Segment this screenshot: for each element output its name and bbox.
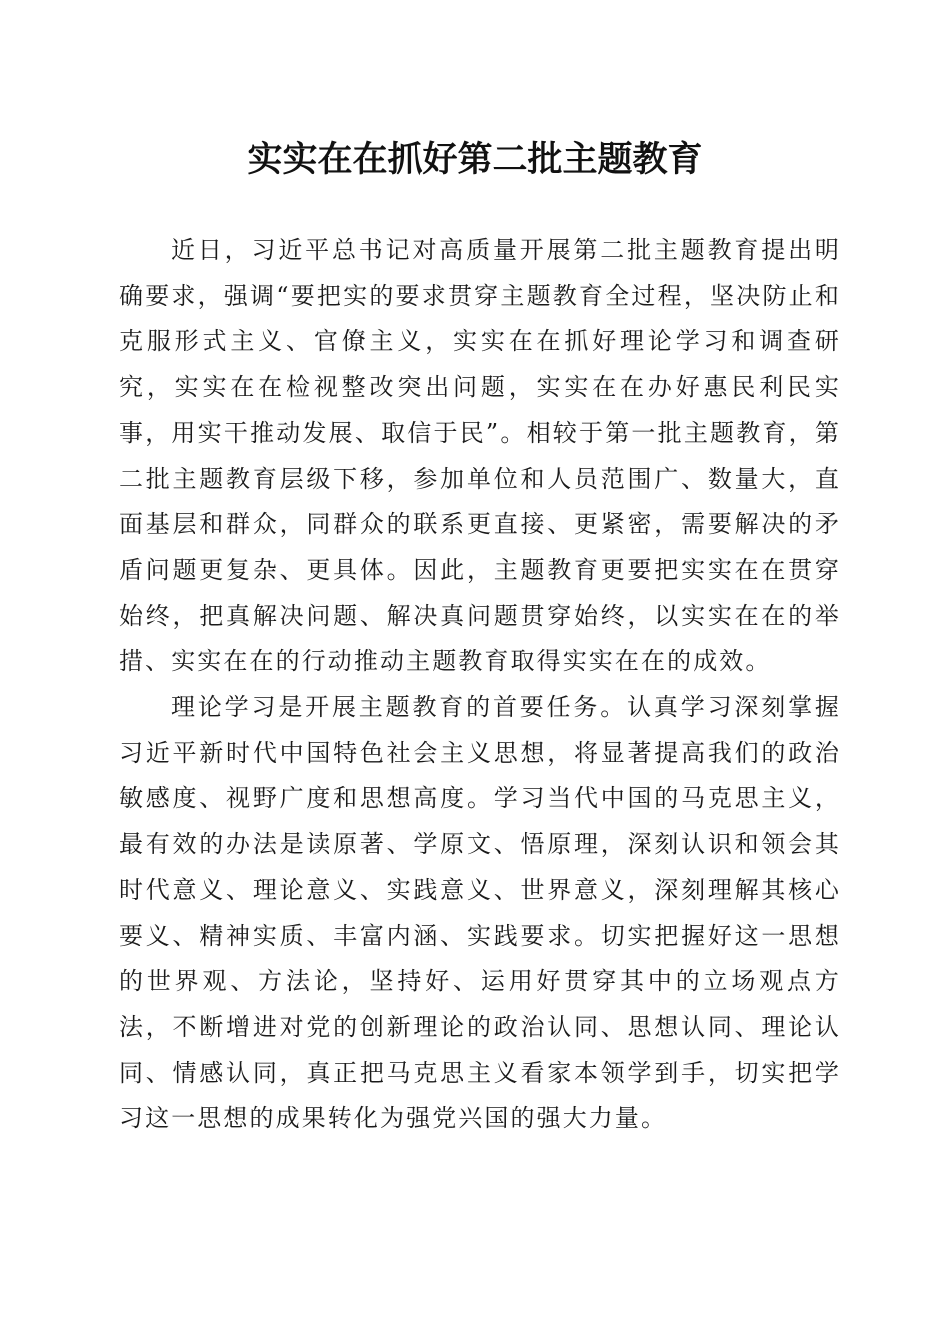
paragraph-2: 理论学习是开展主题教育的首要任务。认真学习深刻掌握习近平新时代中国特色社会主义思想，将显著提高我们的政治敏感度、视野广度和思想高度。学习当代中国的马克思主义，最有效的办法是读原著、学原文、悟原理，深刻认识和领会其时代意义、理论意义、实践意义、世界意义，深刻理解其核心要义、精神实质、丰富内涵、实践要求。切实把握好这一思想的世界观、方法论，坚持好、运用好贯穿其中的立场观点方法，不断增进对党的创新理论的政治认同、思想认同、理论认同、情感认同，真正把马克思主义看家本领学到手，切实把学习这一思想的成果转化为强党兴国的强大力量。 xyxy=(119,693,841,1133)
document-title: 实实在在抓好第二批主题教育 xyxy=(247,139,703,180)
paragraph-1: 近日，习近平总书记对高质量开展第二批主题教育提出明确要求，强调“要把实的要求贯穿主题教育全过程，坚决防止和克服形式主义、官僚主义，实实在在抓好理论学习和调查研究，实实在在检视整改突出问题，实实在在办好惠民利民实事，用实干推动发展、取信于民”。相较于第一批主题教育，第二批主题教育层级下移，参加单位和人员范围广、数量大，直面基层和群众，同群众的联系更直接、更紧密，需要解决的矛盾问题更复杂、更具体。因此，主题教育更要把实实在在贯穿始终，把真解决问题、解决真问题贯穿始终，以实实在在的举措、实实在在的行动推动主题教育取得实实在在的成效。 xyxy=(119,236,841,676)
document-body xyxy=(119,228,841,1142)
